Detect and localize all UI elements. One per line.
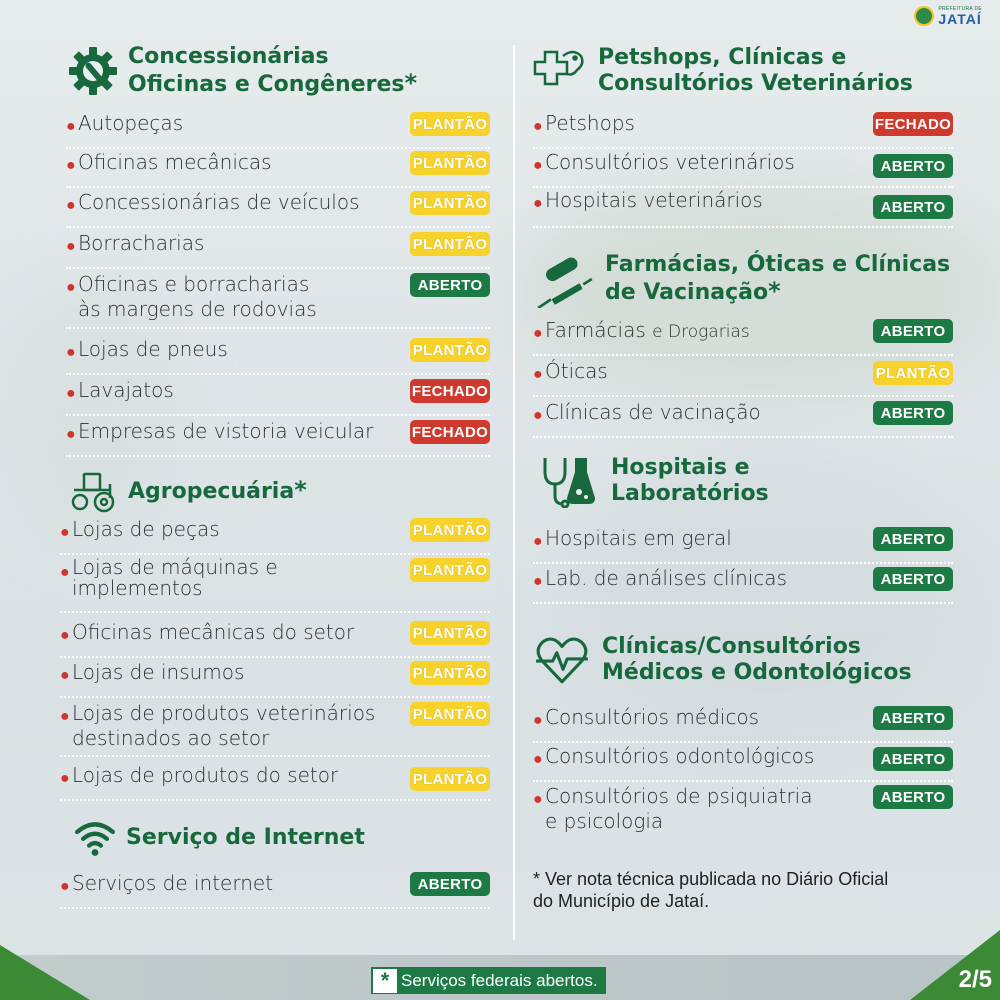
item-label: Borracharias — [78, 231, 205, 255]
status-badge: PLANTÃO — [410, 151, 490, 175]
status-badge: PLANTÃO — [410, 112, 490, 136]
bullet-icon: ● — [66, 157, 76, 174]
list-item — [533, 150, 953, 188]
bullet-icon: ● — [66, 385, 76, 402]
list-item — [533, 784, 953, 842]
bullet-icon: ● — [66, 426, 76, 443]
item-label: Lojas de produtos veterinários destinados ao setor — [72, 701, 376, 750]
asterisk-icon: * — [373, 969, 397, 993]
item-label: Oficinas e borracharias às margens de rodovias — [78, 272, 317, 321]
item-label: Lojas de pneus — [78, 337, 228, 361]
status-badge: ABERTO — [873, 747, 953, 771]
item-label: Consultórios odontológicos — [545, 744, 815, 768]
status-badge: PLANTÃO — [410, 621, 490, 645]
item-label: Empresas de vistoria veicular — [78, 419, 374, 443]
item-label: Lojas de máquinas e implementos — [72, 555, 278, 600]
list-item — [533, 318, 953, 356]
section-clinicas — [530, 632, 990, 688]
bullet-icon: ● — [60, 667, 70, 684]
footnote: * Ver nota técnica publicada no Diário Oficial do Município de Jataí. — [533, 869, 889, 911]
pill-syringe-icon — [533, 250, 597, 308]
list-item — [60, 557, 490, 613]
list-item — [60, 763, 490, 801]
bullet-icon: ● — [60, 564, 70, 581]
status-badge: FECHADO — [873, 112, 953, 136]
section-internet — [72, 815, 502, 861]
federal-services-banner — [371, 967, 606, 994]
list-item — [60, 701, 490, 757]
section-title: Agropecuária* — [128, 476, 307, 504]
bullet-icon: ● — [533, 407, 543, 424]
section-agropecuaria — [66, 464, 506, 518]
item-label: Consultórios veterinários — [545, 150, 795, 174]
status-badge: PLANTÃO — [873, 361, 953, 385]
page-number: 2/5 — [958, 966, 992, 993]
tractor-icon — [66, 464, 120, 518]
item-label: Consultórios de psiquiatria e psicologia — [545, 784, 813, 833]
item-label: Consultórios médicos — [545, 705, 760, 729]
wifi-icon — [72, 815, 118, 861]
logo-text: JATAÍ — [938, 10, 982, 27]
list-item — [533, 359, 953, 397]
bullet-icon: ● — [533, 573, 543, 590]
status-badge: PLANTÃO — [410, 767, 490, 791]
bullet-icon: ● — [66, 238, 76, 255]
item-label: Clínicas de vacinação — [545, 400, 761, 424]
heart-pulse-icon — [530, 632, 594, 688]
section-petshops — [530, 44, 990, 98]
status-badge: ABERTO — [873, 785, 953, 809]
list-item — [66, 419, 490, 457]
status-badge: FECHADO — [410, 379, 490, 403]
logo-small-text: PREFEITURA DE — [938, 5, 982, 12]
item-label: Hospitais veterinários — [545, 188, 763, 212]
bullet-icon: ● — [533, 533, 543, 550]
list-item — [533, 526, 953, 564]
federal-services-text: Serviços federais abertos. — [401, 970, 598, 990]
status-badge: ABERTO — [873, 154, 953, 178]
status-badge: ABERTO — [873, 567, 953, 591]
status-badge: ABERTO — [873, 706, 953, 730]
corner-decoration — [0, 945, 90, 1000]
bullet-icon: ● — [533, 157, 543, 174]
bullet-icon: ● — [533, 195, 543, 212]
bullet-icon: ● — [533, 712, 543, 729]
list-item — [66, 337, 490, 375]
status-badge: PLANTÃO — [410, 661, 490, 685]
list-item — [533, 111, 953, 149]
item-label: Serviços de internet — [72, 871, 274, 895]
status-badge: ABERTO — [873, 195, 953, 219]
section-title: Concessionárias Oficinas e Congêneres* — [128, 44, 418, 97]
status-badge: PLANTÃO — [410, 232, 490, 256]
status-badge: PLANTÃO — [410, 191, 490, 215]
list-item — [66, 150, 490, 188]
stethoscope-flask-icon — [533, 454, 603, 508]
section-hospitais — [533, 454, 993, 508]
section-title: Farmácias, Óticas e Clínicas de Vacinação* — [605, 252, 951, 305]
bullet-icon: ● — [533, 118, 543, 135]
status-badge: ABERTO — [410, 872, 490, 896]
list-item — [66, 378, 490, 416]
bullet-icon: ● — [533, 366, 543, 383]
item-label: Óticas — [545, 359, 608, 383]
list-item — [66, 111, 490, 149]
section-title: Hospitais e Laboratórios — [611, 455, 769, 506]
list-item — [66, 231, 490, 269]
status-badge: ABERTO — [873, 319, 953, 343]
column-divider — [513, 45, 515, 940]
list-item — [533, 566, 953, 604]
section-title: Serviço de Internet — [126, 825, 365, 850]
status-badge: FECHADO — [410, 420, 490, 444]
list-item — [533, 400, 953, 438]
item-label: Farmácias e Drogarias — [545, 318, 750, 342]
item-label: Autopeças — [78, 111, 184, 135]
gear-wrench-icon — [66, 44, 120, 98]
status-badge: PLANTÃO — [410, 702, 490, 726]
item-label: Lavajatos — [78, 378, 174, 402]
bullet-icon: ● — [66, 197, 76, 214]
item-label: Lojas de produtos do setor — [72, 763, 339, 787]
bullet-icon: ● — [60, 524, 70, 541]
section-title: Petshops, Clínicas e Consultórios Veterinários — [598, 45, 913, 96]
vet-cross-dog-icon — [530, 44, 590, 98]
bullet-icon: ● — [533, 791, 543, 808]
bullet-icon: ● — [60, 627, 70, 644]
item-label: Lojas de insumos — [72, 660, 245, 684]
list-item — [533, 188, 953, 228]
bullet-icon: ● — [66, 344, 76, 361]
city-seal-icon — [914, 6, 934, 26]
list-item — [533, 705, 953, 743]
list-item — [66, 272, 490, 329]
item-label: Lojas de peças — [72, 517, 220, 541]
bullet-icon: ● — [66, 279, 76, 296]
status-badge: PLANTÃO — [410, 518, 490, 542]
item-label: Oficinas mecânicas — [78, 150, 272, 174]
item-label: Petshops — [545, 111, 635, 135]
section-title: Clínicas/Consultórios Médicos e Odontológicos — [602, 634, 912, 685]
status-badge: ABERTO — [410, 273, 490, 297]
status-badge: PLANTÃO — [410, 338, 490, 362]
item-label: Hospitais em geral — [545, 526, 732, 550]
list-item — [66, 190, 490, 228]
bullet-icon: ● — [60, 878, 70, 895]
item-label: Oficinas mecânicas do setor — [72, 620, 355, 644]
item-label: Lab. de análises clínicas — [545, 566, 787, 590]
prefeitura-logo — [914, 6, 982, 26]
status-badge: ABERTO — [873, 527, 953, 551]
list-item — [60, 871, 490, 909]
section-concessionarias — [66, 44, 506, 98]
section-farmacias — [533, 250, 993, 308]
bullet-icon: ● — [533, 325, 543, 342]
bullet-icon: ● — [66, 118, 76, 135]
status-badge: ABERTO — [873, 401, 953, 425]
item-label: Concessionárias de veículos — [78, 190, 360, 214]
status-badge: PLANTÃO — [410, 558, 490, 582]
bullet-icon: ● — [60, 770, 70, 787]
list-item — [60, 517, 490, 555]
list-item — [533, 744, 953, 782]
bullet-icon: ● — [533, 751, 543, 768]
bullet-icon: ● — [60, 708, 70, 725]
list-item — [60, 620, 490, 658]
list-item — [60, 660, 490, 698]
